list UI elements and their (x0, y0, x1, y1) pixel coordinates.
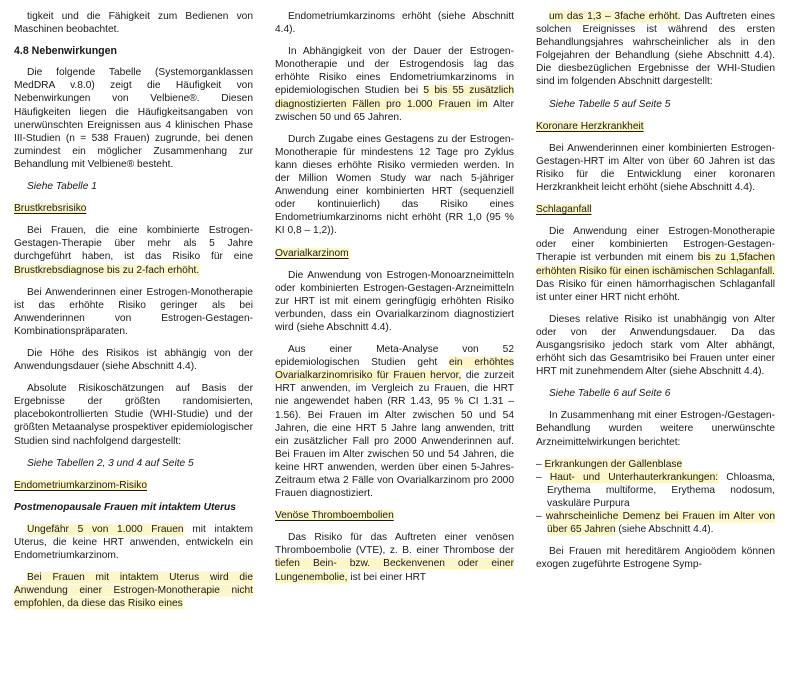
highlighted-text: Haut- und Unterhauterkrankungen: (549, 471, 719, 483)
highlighted-text: Koronare Herzkrankheit (536, 120, 644, 132)
list-item (536, 471, 775, 510)
body-paragraph: Durch Zugabe eines Gestagens zu der Estrogen-Monotherapie für mindestens 12 Tage pro Zyklus kann dieses erhöhte Risiko vermieden werden. In der Million Women Study war nach 5-jähriger Anwendung einer kombinierten HRT (sequenziell oder kontinuierlich) das Risiko eines Endometriumkarzinoms nicht erhöht (RR 1,0 (95 % KI 0,8 – 1,2)). (275, 133, 514, 237)
body-text: Die Anwendung einer Estrogen-Monotherapie oder einer kombinierten Estrogen-Gestagen-Therapie ist verbunden mit einem (536, 226, 775, 264)
highlighted-subheading (14, 202, 253, 215)
body-paragraph (536, 10, 775, 89)
body-text: ist bei einer HRT (347, 571, 427, 583)
body-paragraph: tigkeit und die Fähigkeit zum Bedienen von Maschinen beobachtet. (14, 11, 253, 36)
list-item (536, 458, 775, 471)
list-bullet-icon: – (536, 511, 546, 522)
section-heading: 4.8 Nebenwirkungen (14, 45, 118, 58)
highlighted-subheading (275, 247, 514, 260)
body-text: Chloasma, Erythema multiforme, Erythema nodosum, vaskuläre Purpura (547, 471, 775, 509)
highlighted-subheading (536, 203, 775, 216)
highlighted-text: um das 1,3 – 3fache erhöht. (549, 11, 681, 22)
highlighted-text: Ovarialkarzinom (275, 247, 349, 259)
highlighted-text: ein erhöhtes Ovarialkarzinomrisiko für Frauen hervor, (275, 357, 514, 382)
body-text: In Abhängigkeit von der Dauer der Estrogen-Monotherapie und der Estrogendosis lag das erhöhte Risiko eines Endometriumkarzinoms in epidemiologischen Studien bei (275, 46, 514, 97)
table-reference: Siehe Tabelle 1 (27, 181, 97, 193)
body-paragraph: Dieses relative Risiko ist unabhängig von Alter oder von der Anwendungsdauer. Da das Ausgangsrisiko jedoch stark vom Alter abhängt, erhöht sich das Gesamtrisiko bei Frauen unter einer HRT mit zunehmendem Alter (siehe Abschnitt 4.4). (536, 313, 775, 378)
body-text: (siehe Abschnitt 4.4). (615, 524, 714, 536)
column-middle (275, 10, 514, 668)
body-paragraph (14, 224, 253, 276)
body-text: Alter zwischen 50 und 65 Jahren. (275, 98, 514, 123)
column-left (14, 10, 253, 668)
body-paragraph: Absolute Risikoschätzungen auf Basis der Ergebnisse der größten randomisierten, placebokontrollierten Studie (WHI-Studie) und der größten Metaanalyse prospektiver epidemiologischer Studien sind nachfolgend dargestellt: (14, 383, 253, 447)
body-text: Bei Frauen, die eine kombinierte Estrogen-Gestagen-Therapie über mehr als 5 Jahre durchgeführt haben, ist das Risiko für eine (14, 225, 253, 263)
body-paragraph (275, 45, 514, 124)
highlighted-text: wahrscheinliche Demenz bei Frauen im Alter von über 65 Jahren (545, 511, 775, 536)
highlighted-subheading (536, 120, 775, 133)
highlighted-text: Ungefähr 5 von 1.000 Frauen (27, 523, 184, 535)
body-text: Das Risiko für einen hämorrhagischen Schlaganfall ist unter einer HRT nicht erhöht. (536, 278, 775, 303)
body-paragraph (536, 225, 775, 304)
body-text: mit intaktem Uterus, die keine HRT anwenden, entwickeln ein Endometriumkarzinom. (14, 523, 253, 562)
body-paragraph: Bei Frauen mit hereditärem Angioödem können exogen zugeführte Estrogene Symp- (536, 546, 775, 571)
table-reference: Siehe Tabelle 5 auf Seite 5 (549, 98, 671, 110)
body-paragraph: Die folgende Tabelle (Systemorganklassen MedDRA v.8.0) zeigt die Häufigkeit von Nebenwirkungen von Velbiene®. Diesen Häufigkeiten liegen die Häufigkeitsangaben von unerwünschten Ereignissen aus 4 klinischen Phase III-Studien (n = 538 Frauen) zugrunde, bei denen zumindest ein möglicher Zusammenhang zur Behandlung mit Velbiene® besteht. (14, 67, 253, 170)
table-reference: Siehe Tabelle 6 auf Seite 6 (549, 388, 671, 400)
body-paragraph: Die Anwendung von Estrogen-Monoarzneimitteln oder kombinierten Estrogen-Gestagen-Arzneimitteln zur HRT ist mit einem geringfügig erhöhten Risiko verbunden, dass ein Ovarialkarzinom diagnostiziert wird (siehe Abschnitt 4.4). (275, 269, 514, 333)
highlighted-text: Schlaganfall (536, 204, 592, 216)
column-container (14, 10, 786, 668)
bullet-list (536, 458, 775, 537)
body-text: Das Risiko für das Auftreten einer venösen Thromboembolie (VTE), z. B. einer Thrombose der (275, 532, 514, 557)
highlighted-text: Brustkrebsdiagnose bis zu 2-fach erhöht. (14, 264, 200, 276)
body-text: die zurzeit HRT anwenden, im Vergleich zu Frauen, die HRT nie angewendet haben (RR 1.43, 95 % CI 1.31 – 1.56). Bei Frauen im Alter zwischen 50 und 54 Jahren, die eine HRT 5 Jahre lang anwenden, tritt ein zusätzlicher Fall pro 2000 Anwenderinnen auf. Bei Frauen im Alter zwischen 50 und 54 Jahren, die keine HRT anwenden, werden über einen 5-Jahres-Zeitraum etwa 2 Fälle von Ovarialkarzinom pro 2000 Frauen diagnostiziert. (275, 370, 514, 500)
list-bullet-icon: – (536, 471, 550, 483)
highlighted-text: Bei Frauen mit intaktem Uterus wird die Anwendung einer Estrogen-Monotherapie nicht empfohlen, da diese das Risiko eines (14, 572, 253, 610)
highlighted-paragraph (14, 571, 253, 610)
body-paragraph: Bei Anwenderinnen einer Estrogen-Monotherapie ist das erhöhte Risiko geringer als bei Anwenderinnen von Estrogen-Gestagen-Kombinationspräparaten. (14, 286, 253, 337)
body-paragraph: Die Höhe des Risikos ist abhängig von der Anwendungsdauer (siehe Abschnitt 4.4). (14, 347, 253, 373)
highlighted-subheading (275, 509, 514, 522)
list-bullet-icon: – (536, 458, 545, 470)
highlighted-text: tiefen Bein- bzw. Beckenvenen oder einer Lungenembolie, (275, 558, 514, 583)
body-paragraph: Endometriumkarzinoms erhöht (siehe Abschnitt 4.4). (275, 11, 514, 36)
body-text: Aus einer Meta-Analyse von 52 epidemiologischen Studien geht (275, 344, 514, 369)
body-paragraph: Bei Anwenderinnen einer kombinierten Estrogen-Gestagen-HRT im Alter von über 60 Jahren ist das Risiko für die Entwicklung einer koronaren Herzkrankheit leicht erhöht (siehe Abschnitt 4.4). (536, 142, 775, 194)
highlighted-text: Endometriumkarzinom-Risiko (14, 479, 148, 491)
body-paragraph (275, 531, 514, 583)
highlighted-text: Erkrankungen der Gallenblase (544, 458, 683, 470)
sub-subheading: Postmenopausale Frauen mit intaktem Uterus (14, 501, 236, 513)
column-right (536, 10, 775, 668)
body-paragraph (275, 343, 514, 500)
highlighted-subheading (14, 479, 253, 492)
highlighted-text: Brustkrebsrisiko (14, 203, 87, 215)
highlighted-text: Venöse Thromboembolien (275, 510, 394, 522)
highlighted-text: 5 bis 55 zusätzlich diagnostizierten Fällen pro 1.000 Frauen im (275, 85, 514, 110)
table-reference: Siehe Tabellen 2, 3 und 4 auf Seite 5 (27, 457, 194, 469)
body-text: Das Auftreten eines solchen Ereignisses ist während des ersten Behandlungsjahres wahrscheinlicher als in den Folgejahren der Behandlung (siehe Abschnitt 4.4). Die diesbezüglichen Ergebnisse der WHI-Studien sind im folgenden Abschnitt dargestellt: (536, 11, 775, 88)
body-paragraph (14, 523, 253, 562)
body-paragraph: In Zusammenhang mit einer Estrogen-/Gestagen-Behandlung wurden weitere unerwünschte Arzneimittelwirkungen berichtet: (536, 410, 775, 448)
highlighted-text: bis zu 1,5fachen erhöhten Risiko für einen ischämischen Schlaganfall. (536, 252, 775, 277)
list-item (536, 510, 775, 536)
